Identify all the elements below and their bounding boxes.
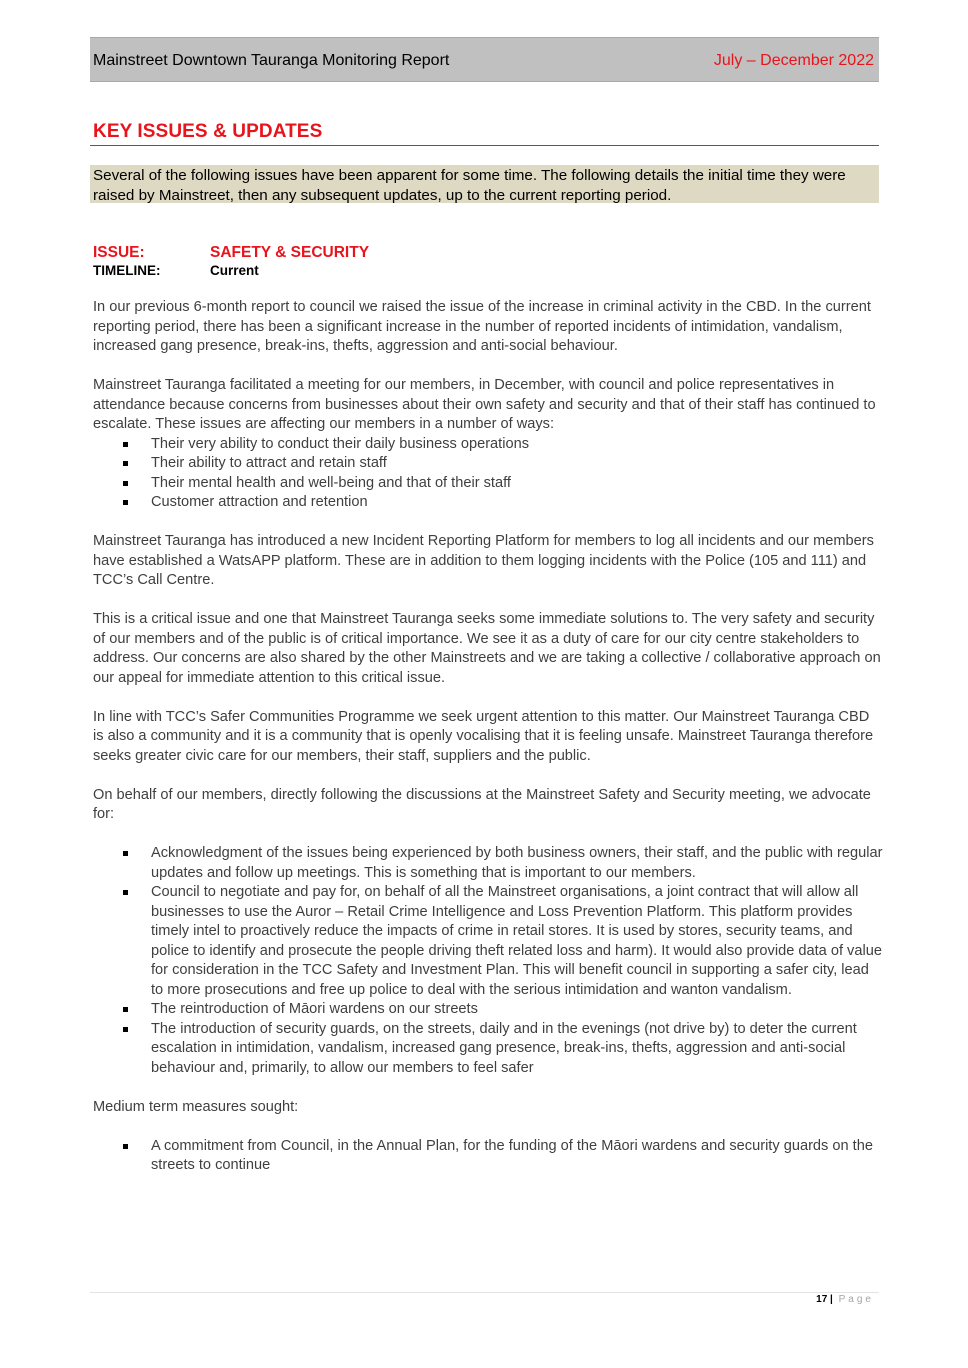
list-item-text: Council to negotiate and pay for, on behalf of all the Mainstreet organisations, a joint contract that will allow all businesses to use the Auror – Retail Crime Intelligence and Loss Prevention Platform. This platform provides timely intel to proactively reduce the impacts of crime in retail stores. It is used by stores, security teams, and police to identify and prosecute the people driving theft related loss and harm). It would also provide data of value for consideration in the TCC Safety and Investment Plan. This will benefit council in supporting a safer city, lead to more prosecutions and free up police to deal with the serious intimidation and wanton vandalism. — [151, 884, 882, 998]
intro-highlight-box: Several of the following issues have been apparent for some time. The following details the initial time they were raised by Mainstreet, then any subsequent updates, up to the current reporting period. — [90, 165, 879, 203]
report-title: Mainstreet Downtown Tauranga Monitoring Report — [93, 52, 450, 69]
timeline-value: Current — [210, 263, 259, 278]
list-item-text: The reintroduction of Māori wardens on our streets — [151, 1001, 478, 1017]
page-number: 17 — [816, 1294, 828, 1305]
bullet-icon — [123, 890, 128, 895]
page-footer — [816, 1294, 874, 1305]
list-item-text: A commitment from Council, in the Annual Plan, for the funding of the Māori wardens and security guards on the streets to continue — [151, 1137, 873, 1173]
footer-divider — [90, 1292, 879, 1293]
report-header — [90, 37, 879, 82]
section-heading: KEY ISSUES & UPDATES — [93, 121, 323, 142]
impact-list — [93, 435, 883, 513]
page-word: Page — [838, 1294, 874, 1305]
issue-label: ISSUE: — [93, 244, 145, 261]
bullet-icon — [123, 1027, 128, 1032]
list-item-text: The introduction of security guards, on the streets, daily and in the evenings (not drive by) to deter the current escalation in intimidation, vandalism, increased gang presence, break-ins, thefts, aggression and anti-social behaviour and, primarily, to allow our members to feel safer — [151, 1020, 857, 1076]
issue-title: SAFETY & SECURITY — [210, 244, 370, 261]
list-item-text: Acknowledgment of the issues being experienced by both business owners, their staff, and the public with regular updates and follow up meetings. This is something that is important to our members. — [151, 845, 883, 881]
paragraph-safer-communities: In line with TCC’s Safer Communities Programme we seek urgent attention to this matter. Our Mainstreet Tauranga CBD is also a community and it is a community that is openly vocalising that it is feeling unsafe. Mainstreet Tauranga therefore seeks greater civic care for our members, their staff, suppliers and the public. — [93, 708, 874, 764]
list-item-text: Their mental health and well-being and that of their staff — [151, 474, 511, 491]
paragraph-reporting-platform: Mainstreet Tauranga has introduced a new Incident Reporting Platform for members to log all incidents and our members have established a WatsAPP platform. These are in addition to them logging incidents with the Police (105 and 111) and TCC’s Call Centre. — [93, 533, 874, 588]
list-item-text: Their ability to attract and retain staff — [151, 455, 387, 471]
report-period: July – December 2022 — [713, 52, 874, 69]
list-item-text: Customer attraction and retention — [151, 494, 368, 510]
advocacy-list — [93, 844, 883, 1078]
bullet-icon — [123, 461, 128, 466]
issue-body — [93, 298, 883, 1195]
list-item — [93, 435, 883, 455]
list-item — [93, 454, 883, 474]
list-item — [93, 1000, 883, 1020]
paragraph-advocate: On behalf of our members, directly following the discussions at the Mainstreet Safety and Security meeting, we advocate for: — [93, 786, 871, 822]
bullet-icon — [123, 500, 128, 505]
medium-term-list — [93, 1137, 883, 1176]
list-item — [93, 883, 883, 1000]
list-item-text: Their very ability to conduct their daily business operations — [151, 435, 530, 452]
list-item — [93, 1020, 883, 1079]
list-item — [93, 493, 883, 513]
paragraph-critical-issue: This is a critical issue and one that Mainstreet Tauranga seeks some immediate solutions to. The very safety and security of our members and of the public is of critical importance. We see it as a duty of care for our city centre stakeholders to address. Our concerns are also shared by the other Mainstreets and we are taking a collective / collaborative approach on our appeal for immediate attention to this critical issue. — [93, 611, 881, 686]
paragraph-medium-term: Medium term measures sought: — [93, 1098, 299, 1115]
heading-divider — [90, 145, 879, 146]
bullet-icon — [123, 851, 128, 856]
paragraph-meeting: Mainstreet Tauranga facilitated a meeting for our members, in December, with council and police representatives in attendance because concerns from businesses about their own safety and security and that of their staff has continued to escalate. These issues are affecting our members in a number of ways: — [93, 377, 876, 432]
bullet-icon — [123, 1007, 128, 1012]
page-separator: | — [830, 1294, 833, 1305]
list-item — [93, 844, 883, 883]
list-item — [93, 1137, 883, 1176]
bullet-icon — [123, 481, 128, 486]
paragraph-previous-report: In our previous 6-month report to council we raised the issue of the increase in criminal activity in the CBD. In the current reporting period, there has been a significant increase in the number of reported incidents of intimidation, vandalism, increased gang presence, break-ins, thefts, aggression and anti-social behaviour. — [93, 299, 871, 354]
timeline-label: TIMELINE: — [93, 263, 161, 278]
bullet-icon — [123, 442, 128, 447]
list-item — [93, 474, 883, 494]
bullet-icon — [123, 1144, 128, 1149]
